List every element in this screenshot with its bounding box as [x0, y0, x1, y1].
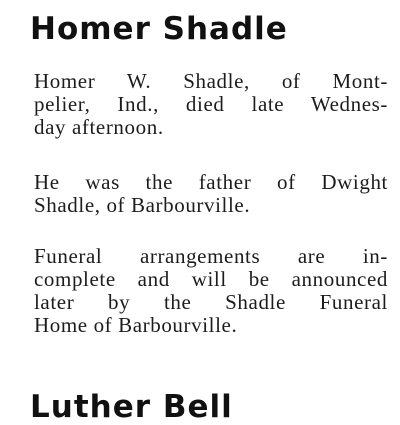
- article-paragraph-funeral-arrangements: [34, 245, 388, 337]
- paragraph-line: later by the Shadle Funeral: [34, 290, 388, 314]
- paragraph-line: Home of Barbourville.: [34, 313, 238, 337]
- paragraph-line: Funeral arrangements are in-: [34, 244, 388, 268]
- paragraph-line: day afternoon.: [34, 115, 164, 139]
- article-paragraph-survivors: [34, 171, 388, 217]
- paragraph-line: He was the father of Dwight: [34, 170, 388, 194]
- article-paragraph-death-notice: [34, 70, 388, 139]
- next-article-headline-cropped: Luther Bell: [30, 389, 233, 425]
- paragraph-line: Shadle, of Barbourville.: [34, 193, 251, 217]
- paragraph-line: complete and will be announced: [34, 267, 388, 291]
- paragraph-line: pelier, Ind., died late Wednes-: [34, 92, 388, 116]
- paragraph-line: Homer W. Shadle, of Mont-: [34, 69, 388, 93]
- article-headline: Homer Shadle: [30, 11, 288, 47]
